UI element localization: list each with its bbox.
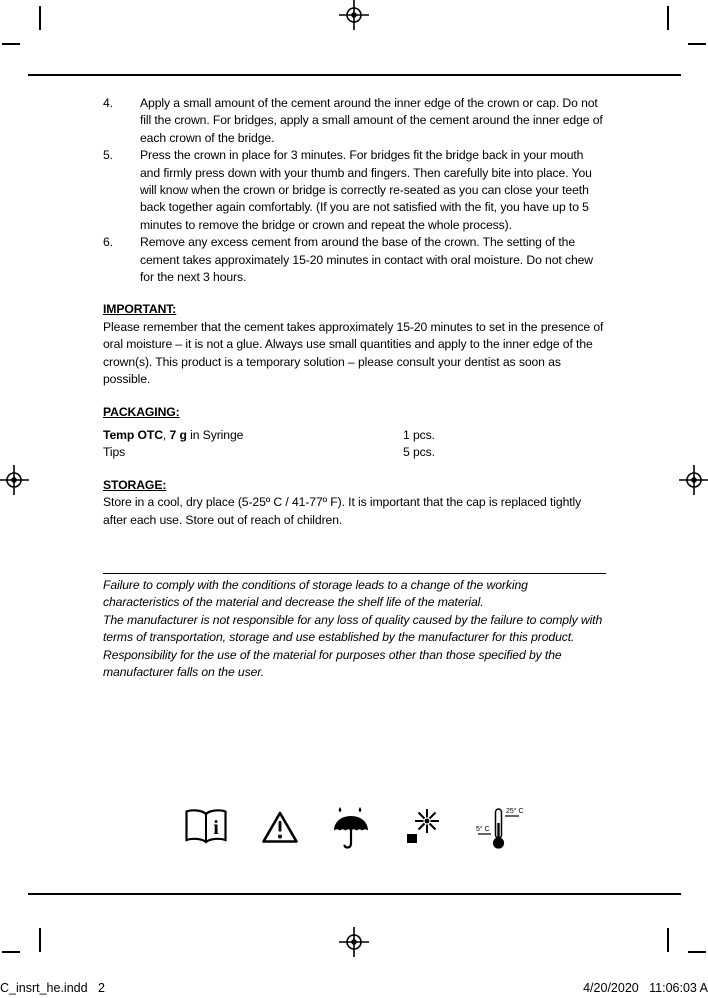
top-rule [28, 74, 681, 76]
step-text: Remove any excess cement from around the base of the crown. The setting of the cement takes approximately 15-20 minutes in contact with oral moisture. Do not chew for the next 3 hours. [140, 235, 594, 285]
step-number: 5. [103, 148, 113, 163]
registration-mark [679, 465, 708, 495]
section-heading: PACKAGING: [103, 404, 180, 419]
step-text: Apply a small amount of the cement around the inner edge of the crown or cap. Do not fill the crown. For bridges, apply a small amount of the cement around the inner edge of each crown of the bridge. [140, 96, 603, 145]
instruction-list [103, 95, 606, 286]
svg-text:i: i [213, 817, 219, 839]
storage-section [103, 477, 606, 529]
registration-mark [339, 0, 369, 30]
table-row [103, 444, 606, 461]
item-name-bold: Temp OTC [103, 427, 163, 442]
item-name-rest: Tips [103, 445, 126, 460]
step-number: 6. [103, 235, 113, 250]
step-text: Press the crown in place for 3 minutes. For bridges fit the bridge back in your mouth and firmly press down with your thumb and fingers. Then carefully bite into place. You will know when the crown or bridge is correctly re-seated as you can close your teeth back together again comfortably. (If you are not satisfied with the fit, you have up to 5 minutes to remove the bridge or crown and repeat the whole process). [140, 148, 592, 232]
item-name-sep: , [162, 427, 170, 442]
crop-mark [688, 43, 706, 45]
table-row [103, 427, 606, 444]
footer-timestamp: 4/20/2020 11:06:03 A [583, 981, 708, 995]
separator-line [103, 573, 606, 574]
crop-mark [39, 6, 41, 30]
list-item [103, 234, 606, 286]
important-section [103, 301, 606, 388]
packaging-section [103, 404, 606, 462]
symbol-row [0, 804, 708, 850]
consult-instructions-icon [183, 808, 229, 846]
disclaimer [103, 577, 606, 681]
temp-high-label: 25° C [506, 808, 524, 815]
crop-mark [667, 928, 669, 952]
list-item [103, 95, 606, 147]
item-quantity: 5 pcs. [403, 445, 435, 460]
crop-mark [2, 43, 20, 45]
warning-icon [261, 810, 299, 845]
bottom-rule [28, 893, 681, 895]
item-weight-bold: 7 g [169, 427, 187, 442]
important-text: Please remember that the cement takes approximately 15-20 minutes to set in the presence of oral moisture – it is not a glue. Always use small quantities and apply to the inner edge of the crown(s). This product is a temporary solution – please consult your dentist as soon as possible. [103, 319, 604, 387]
section-heading: STORAGE: [103, 477, 167, 492]
section-heading: IMPORTANT: [103, 302, 177, 317]
item-name [103, 444, 403, 461]
disclaimer-paragraph: Failure to comply with the conditions of storage leads to a change of the working characteristics of the material and decrease the shelf life of the material. [103, 577, 528, 610]
document-body [103, 95, 606, 681]
crop-mark [667, 6, 669, 30]
disclaimer-paragraph: The manufacturer is not responsible for any loss of quality caused by the failure to comply with terms of transportation, storage and use established by the manufacturer for this product. Responsibility for the use of the material for purposes other than those specified by the manufacturer falls on the user. [103, 612, 603, 679]
storage-text: Store in a cool, dry place (5-25º C / 41-77º F). It is important that the cap is replaced tightly after each use. Store out of reach of children. [103, 495, 582, 527]
crop-mark [2, 951, 20, 953]
keep-dry-icon [331, 806, 371, 849]
step-number: 4. [103, 96, 113, 110]
crop-mark [688, 951, 706, 953]
registration-mark [0, 465, 29, 495]
item-quantity: 1 pcs. [403, 427, 435, 442]
packaging-table [103, 427, 606, 462]
footer-filename: C_insrt_he.indd 2 [0, 981, 105, 995]
temp-low-label: 5° C [476, 826, 490, 833]
list-item [103, 147, 606, 234]
temperature-limit-icon [475, 804, 525, 850]
item-name-rest: in Syringe [186, 427, 244, 442]
crop-mark [39, 928, 41, 952]
item-name [103, 427, 403, 444]
registration-mark [339, 927, 369, 957]
keep-away-from-sunlight-icon [403, 807, 443, 847]
